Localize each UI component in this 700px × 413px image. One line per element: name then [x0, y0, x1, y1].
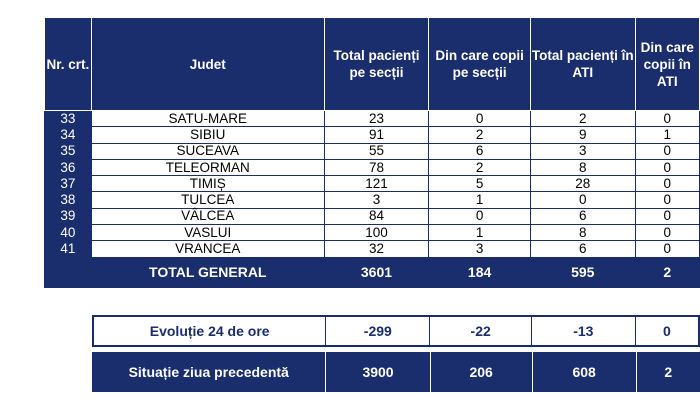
cell-total-sectii: 91	[324, 127, 428, 143]
cell-nr: 35	[45, 143, 92, 159]
cell-total-ati: 2	[531, 111, 635, 127]
cell-total-ati: 6	[531, 241, 635, 257]
cell-copii-ati: 1	[635, 127, 700, 143]
cell-nr: 34	[45, 127, 92, 143]
cell-copii-ati: 0	[635, 176, 700, 192]
evolutie-total-sectii: -299	[326, 316, 430, 346]
cell-judet: TELEORMAN	[91, 159, 324, 175]
cell-copii-ati: 0	[635, 208, 700, 224]
table-row	[45, 143, 700, 159]
header-total-sectii: Total pacienți pe secții	[324, 18, 428, 111]
total-general-blank	[45, 257, 92, 287]
cell-nr: 39	[45, 208, 92, 224]
evolutie-copii-sectii: -22	[430, 316, 532, 346]
cell-total-sectii: 3	[324, 192, 428, 208]
cell-total-sectii: 32	[324, 241, 428, 257]
cell-total-sectii: 23	[324, 111, 428, 127]
cell-judet: SIBIU	[91, 127, 324, 143]
cell-copii-ati: 0	[635, 241, 700, 257]
total-general-copii-sectii: 184	[429, 257, 531, 287]
evolutie-total-ati: -13	[532, 316, 636, 346]
header-copii-ati: Din care copii în ATI	[635, 18, 700, 111]
cell-judet: TIMIȘ	[91, 176, 324, 192]
precedenta-copii-sectii: 206	[430, 352, 532, 392]
cell-judet: SATU-MARE	[91, 111, 324, 127]
total-general-label: TOTAL GENERAL	[91, 257, 324, 287]
cell-nr: 38	[45, 192, 92, 208]
cell-copii-sectii: 0	[429, 208, 531, 224]
total-general-total-sectii: 3601	[324, 257, 428, 287]
cell-total-sectii: 78	[324, 159, 428, 175]
cell-total-ati: 0	[531, 192, 635, 208]
table-row	[45, 176, 700, 192]
precedenta-label: Situație ziua precedentă	[92, 352, 326, 392]
cell-nr: 36	[45, 159, 92, 175]
table-row	[45, 241, 700, 257]
cell-total-ati: 6	[531, 208, 635, 224]
cell-copii-ati: 0	[635, 192, 700, 208]
cell-copii-sectii: 1	[429, 192, 531, 208]
cell-total-ati: 8	[531, 159, 635, 175]
cell-nr: 33	[45, 111, 92, 127]
table-row	[45, 159, 700, 175]
cell-judet: VÂLCEA	[91, 208, 324, 224]
evolutie-copii-ati: 0	[635, 316, 699, 346]
cell-copii-ati: 0	[635, 111, 700, 127]
cell-copii-sectii: 3	[429, 241, 531, 257]
cell-copii-sectii: 5	[429, 176, 531, 192]
header-judet: Judet	[91, 18, 324, 111]
cell-total-ati: 9	[531, 127, 635, 143]
precedenta-total-sectii: 3900	[326, 352, 430, 392]
header-nr: Nr. crt.	[45, 18, 92, 111]
cell-copii-sectii: 1	[429, 225, 531, 241]
covid-hospital-table	[44, 17, 700, 288]
cell-nr: 40	[45, 225, 92, 241]
cell-judet: TULCEA	[91, 192, 324, 208]
cell-copii-sectii: 0	[429, 111, 531, 127]
table-row	[45, 208, 700, 224]
cell-copii-ati: 0	[635, 143, 700, 159]
cell-copii-sectii: 2	[429, 127, 531, 143]
table-row	[45, 111, 700, 127]
cell-judet: SUCEAVA	[91, 143, 324, 159]
evolutie-label: Evoluție 24 de ore	[149, 323, 270, 339]
table-row	[45, 192, 700, 208]
cell-total-ati: 3	[531, 143, 635, 159]
cell-copii-sectii: 6	[429, 143, 531, 159]
header-copii-sectii: Din care copii pe secții	[429, 18, 531, 111]
cell-judet: VASLUI	[91, 225, 324, 241]
precedenta-row	[92, 352, 700, 392]
cell-copii-ati: 0	[635, 225, 700, 241]
cell-total-ati: 8	[531, 225, 635, 241]
cell-copii-sectii: 2	[429, 159, 531, 175]
precedenta-table	[92, 352, 700, 392]
header-total-ati: Total pacienți în ATI	[531, 18, 635, 111]
cell-total-ati: 28	[531, 176, 635, 192]
cell-nr: 41	[45, 241, 92, 257]
cell-total-sectii: 84	[324, 208, 428, 224]
evolutie-table	[92, 315, 700, 347]
cell-judet: VRANCEA	[91, 241, 324, 257]
cell-total-sectii: 100	[324, 225, 428, 241]
evolutie-row	[93, 316, 699, 346]
precedenta-copii-ati: 2	[636, 352, 700, 392]
cell-total-sectii: 121	[324, 176, 428, 192]
cell-total-sectii: 55	[324, 143, 428, 159]
cell-copii-ati: 0	[635, 159, 700, 175]
table-row	[45, 127, 700, 143]
cell-nr: 37	[45, 176, 92, 192]
precedenta-total-ati: 608	[532, 352, 636, 392]
total-general-copii-ati: 2	[635, 257, 700, 287]
table-row	[45, 225, 700, 241]
total-general-total-ati: 595	[531, 257, 635, 287]
total-general-row	[45, 257, 700, 287]
table-header-row	[45, 18, 700, 111]
